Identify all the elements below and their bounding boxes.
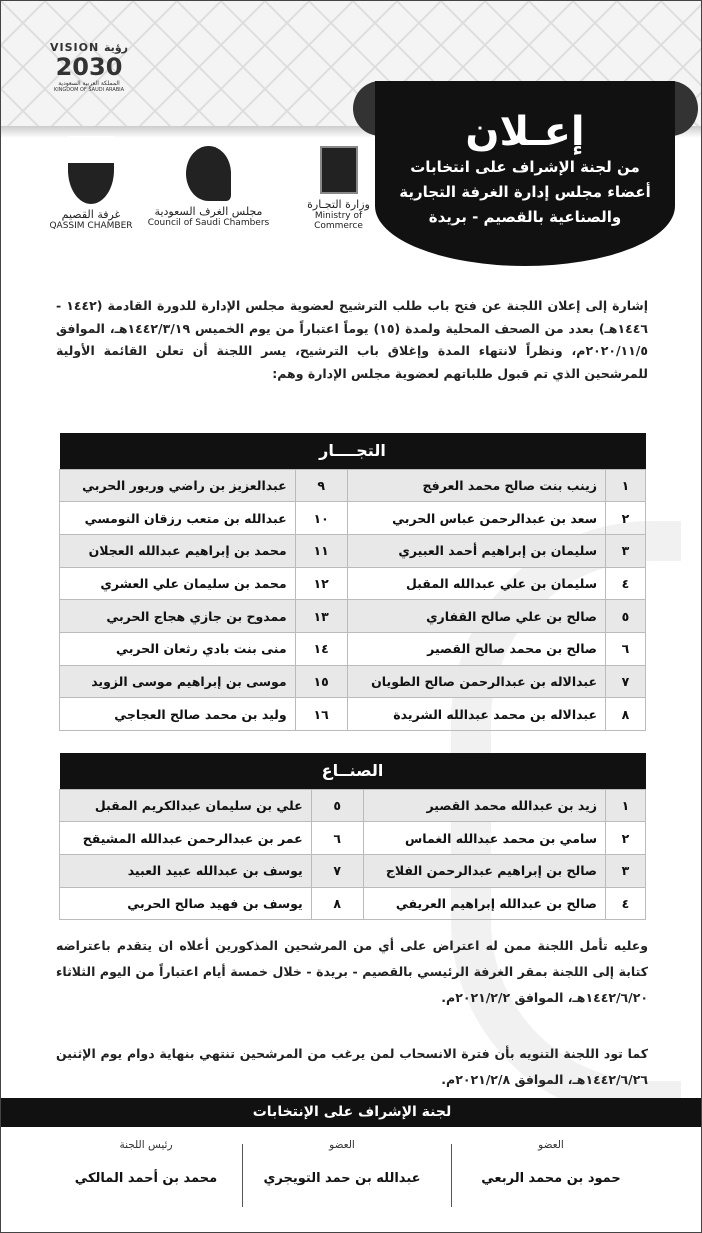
logo-text-en: Ministry of Commerce (314, 211, 363, 231)
candidate-number: ٥ (606, 600, 646, 633)
signature-name: محمد بن أحمد المالكي (74, 1171, 218, 1186)
industrialists-table-title: الصنــاع (60, 753, 646, 789)
vision-year: 2030 (55, 53, 123, 81)
palm-swords-emblem-icon (320, 146, 358, 194)
candidate-number: ١٤ (295, 632, 347, 665)
candidate-number: ٥ (311, 789, 363, 822)
vision-text: VISION رؤية (50, 41, 128, 54)
banner-subtitle: من لجنة الإشراف على انتخابات (410, 158, 640, 176)
candidate-number: ١ (606, 469, 646, 502)
candidate-number: ١٦ (295, 698, 347, 731)
candidate-name: صالح بن عبدالله إبراهيم العريفي (363, 887, 605, 920)
council-of-saudi-chambers-logo (146, 146, 271, 228)
candidate-number: ٤ (606, 567, 646, 600)
candidate-number: ٧ (311, 854, 363, 887)
logo-text-en: QASSIM CHAMBER (49, 221, 133, 231)
committee-title-bar: لجنة الإشراف على الإنتخابات (1, 1098, 702, 1127)
signature-member-2 (242, 1139, 442, 1186)
table-row (60, 534, 646, 567)
candidate-name: يوسف بن عبدالله عبيد العبيد (60, 854, 312, 887)
candidate-name: عبدالعزيز بن راضي وريور الحربي (60, 469, 296, 502)
signature-divider (451, 1144, 452, 1207)
banner-subtitle: أعضاء مجلس إدارة الغرفة التجارية (399, 183, 651, 201)
candidate-name: يوسف بن فهيد صالح الحربي (60, 887, 312, 920)
signature-name: عبدالله بن حمد التويجري (263, 1171, 421, 1186)
candidate-name: سليمان بن إبراهيم أحمد العبيري (347, 534, 605, 567)
candidate-number: ١١ (295, 534, 347, 567)
candidate-name: سامي بن محمد عبدالله الغماس (363, 822, 605, 855)
candidate-number: ١٢ (295, 567, 347, 600)
globe-triangle-icon (186, 146, 231, 201)
signature-role: العضو (538, 1139, 564, 1151)
candidate-number: ١٣ (295, 600, 347, 633)
candidate-number: ٨ (311, 887, 363, 920)
candidate-number: ٧ (606, 665, 646, 698)
candidate-name: منى بنت بادي رثعان الحربي (60, 632, 296, 665)
vision-kingdom-ar: المملكة العربية السعودية (58, 80, 120, 87)
candidate-name: زيد بن عبدالله محمد القصير (363, 789, 605, 822)
candidate-number: ٣ (606, 534, 646, 567)
table-row (60, 789, 646, 822)
candidate-number: ٢ (606, 502, 646, 535)
candidate-name: موسى بن إبراهيم موسى الزويد (60, 665, 296, 698)
candidate-name: وليد بن محمد صالح العجاجي (60, 698, 296, 731)
gear-tower-icon (68, 136, 114, 204)
table-row (60, 665, 646, 698)
candidate-number: ٢ (606, 822, 646, 855)
candidate-name: عبدالله بن متعب رزقان النومسي (60, 502, 296, 535)
candidate-name: سليمان بن علي عبدالله المقبل (347, 567, 605, 600)
candidate-name: صالح بن محمد صالح القصير (347, 632, 605, 665)
merchants-table-title: التجــــار (60, 433, 646, 469)
candidate-name: صالح بن علي صالح القفاري (347, 600, 605, 633)
signature-chairman (46, 1139, 246, 1186)
banner-title: إعـلان (465, 109, 585, 155)
table-row (60, 887, 646, 920)
table-row (60, 567, 646, 600)
logo-text-en: Council of Saudi Chambers (147, 218, 270, 228)
candidate-name: علي بن سليمان عبدالكريم المقبل (60, 789, 312, 822)
table-row (60, 822, 646, 855)
logo-text-ar: مجلس الغرف السعودية (154, 205, 263, 218)
candidate-number: ١ (606, 789, 646, 822)
logo-text-ar: وزارة التجـارة (307, 198, 370, 211)
vision-kingdom-en: KINGDOM OF SAUDI ARABIA (53, 87, 125, 93)
table-row (60, 502, 646, 535)
candidate-name: محمد بن سليمان علي العشري (60, 567, 296, 600)
signature-member-1 (451, 1139, 651, 1186)
candidate-name: عبدالاله بن محمد عبدالله الشريدة (347, 698, 605, 731)
candidate-name: زينب بنت صالح محمد العرفج (347, 469, 605, 502)
candidate-number: ٦ (311, 822, 363, 855)
table-row (60, 854, 646, 887)
banner-subtitle: والصناعية بالقصيم - بريدة (428, 208, 622, 226)
ministry-of-commerce-logo (296, 146, 381, 231)
withdrawal-paragraph: كما تود اللجنة التنويه بأن فترة الانسحاب لمن يرغب من المرشحين تنتهي بنهاية دوام يوم الإثنين ١٤٤٢/٦/٢٦هـ، الموافق ٢٠٢١/٢/٨م. (56, 1046, 648, 1087)
candidate-name: سعد بن عبدالرحمن عباس الحربي (347, 502, 605, 535)
table-row (60, 469, 646, 502)
candidate-number: ١٠ (295, 502, 347, 535)
signature-name: حمود بن محمد الربعي (481, 1171, 621, 1186)
objection-paragraph: وعليه تأمل اللجنة ممن له اعتراض على أي من المرشحين المذكورين أعلاه ان يتقدم باعتراضه كتابة إلى اللجنة بمقر الغرفة الرئيسي بالقصيم - بريدة - خلال خمسة أيام اعتباراً من اليوم الثلاثاء ١٤٤٢/٦/٢٠هـ، الموافق ٢٠٢١/٢/٢م. (56, 938, 648, 1005)
vision-2030-logo (49, 41, 129, 93)
banner-body (375, 81, 675, 266)
candidate-number: ٦ (606, 632, 646, 665)
signature-role: رئيس اللجنة (119, 1139, 173, 1151)
candidate-name: محمد بن إبراهيم عبدالله العجلان (60, 534, 296, 567)
announcement-banner (353, 81, 698, 271)
merchants-table (59, 433, 646, 731)
qassim-chamber-logo (46, 136, 136, 231)
candidate-number: ٨ (606, 698, 646, 731)
candidate-number: ٤ (606, 887, 646, 920)
candidate-number: ٣ (606, 854, 646, 887)
intro-paragraph: إشارة إلى إعلان اللجنة عن فتح باب طلب الترشيح لعضوية مجلس الإدارة للدورة القادمة (١٤٤٢ - ١٤٤٦هـ) بعدد من الصحف المحلية ولمدة (١٥) يوماً اعتباراً من يوم الخميس ١٤٤٢/٣/١٩هـ، الموافق ٢٠٢٠/١١/٥م، ونظراً لانتهاء المدة وإغلاق باب الترشيح، يسر اللجنة أن تعلن القائمة الأولية للمرشحين الذي تم قبول طلباتهم لعضوية مجلس الإدارة وهم: (56, 298, 648, 381)
candidate-name: ممدوح بن جازي هجاج الحربي (60, 600, 296, 633)
table-row (60, 698, 646, 731)
table-row (60, 632, 646, 665)
candidate-number: ٩ (295, 469, 347, 502)
candidate-name: عمر بن عبدالرحمن عبدالله المشيقح (60, 822, 312, 855)
candidate-name: صالح بن إبراهيم عبدالرحمن الفلاج (363, 854, 605, 887)
candidate-name: عبدالاله بن عبدالرحمن صالح الطويان (347, 665, 605, 698)
signature-role: العضو (329, 1139, 355, 1151)
table-row (60, 600, 646, 633)
candidate-number: ١٥ (295, 665, 347, 698)
industrialists-table (59, 753, 646, 920)
logo-text-ar: غرفة القصيم (61, 208, 121, 221)
